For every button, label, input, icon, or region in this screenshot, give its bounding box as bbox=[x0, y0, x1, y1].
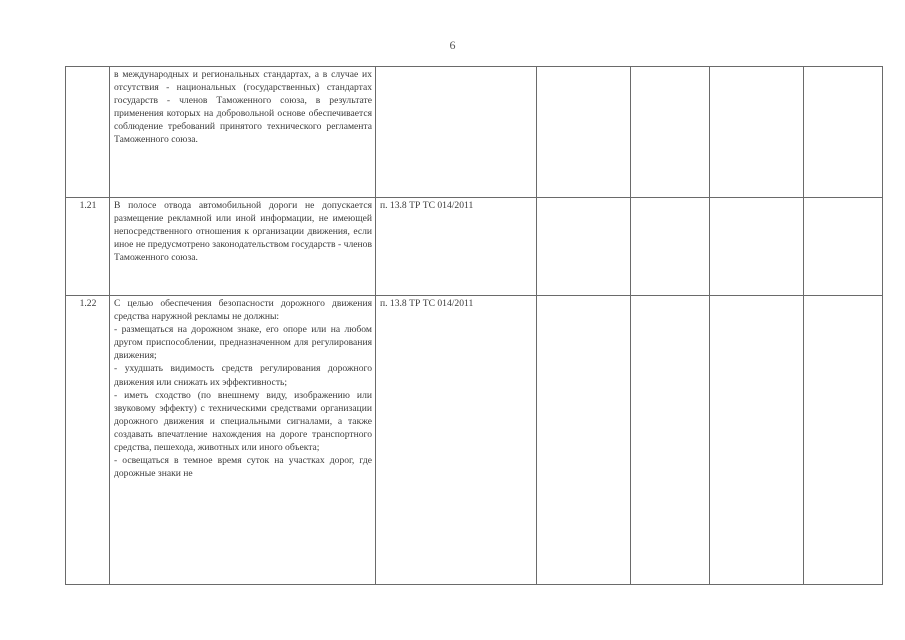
item-number-cell bbox=[66, 67, 110, 198]
empty-cell bbox=[537, 296, 631, 585]
requirement-text-cell bbox=[110, 67, 376, 198]
requirement-paragraph: в международных и региональных стандартах, а в случае их отсутствия - национальных (государственных) стандартах государств - членов Таможенного союза, в результате применения которых на добровольной основе обеспечивается соблюдение требований принятого технического регламента Таможенного союза. bbox=[114, 69, 372, 146]
requirement-text-cell bbox=[110, 198, 376, 296]
requirement-paragraph: - освещаться в темное время суток на участках дорог, где дорожные знаки не bbox=[114, 455, 372, 480]
empty-cell bbox=[631, 67, 710, 198]
table-row bbox=[66, 198, 883, 296]
empty-cell bbox=[804, 198, 883, 296]
empty-cell bbox=[710, 198, 804, 296]
empty-cell bbox=[804, 67, 883, 198]
requirement-paragraph: В полосе отвода автомобильной дороги не допускается размещение рекламной или иной информации, не имеющей непосредственного отношения к организации движения, если иное не предусмотрено законодательством государств - членов Таможенного союза. bbox=[114, 200, 372, 264]
reference-cell bbox=[376, 67, 537, 198]
table-row bbox=[66, 296, 883, 585]
table-row bbox=[66, 67, 883, 198]
requirement-paragraph: С целью обеспечения безопасности дорожного движения средства наружной рекламы не должны: bbox=[114, 298, 372, 323]
empty-cell bbox=[804, 296, 883, 585]
reference-cell: п. 13.8 ТР ТС 014/2011 bbox=[376, 198, 537, 296]
requirement-paragraph: - размещаться на дорожном знаке, его опоре или на любом другом приспособлении, предназначенном для регулирования движения; bbox=[114, 324, 372, 362]
empty-cell bbox=[631, 198, 710, 296]
requirement-text-cell bbox=[110, 296, 376, 585]
item-number-cell: 1.21 bbox=[66, 198, 110, 296]
requirement-paragraph: - ухудшать видимость средств регулирования дорожного движения или снижать их эффективность; bbox=[114, 363, 372, 388]
reference-cell: п. 13.8 ТР ТС 014/2011 bbox=[376, 296, 537, 585]
requirement-paragraph: - иметь сходство (по внешнему виду, изображению или звуковому эффекту) с техническими средствами организации дорожного движения и специальными сигналами, а также создавать впечатление нахождения на дороге транспортного средства, пешехода, животных или иного объекта; bbox=[114, 389, 372, 454]
item-number-cell: 1.22 bbox=[66, 296, 110, 585]
page-number: 6 bbox=[449, 38, 456, 52]
empty-cell bbox=[710, 296, 804, 585]
empty-cell bbox=[537, 198, 631, 296]
empty-cell bbox=[537, 67, 631, 198]
requirements-table bbox=[65, 66, 883, 585]
empty-cell bbox=[710, 67, 804, 198]
empty-cell bbox=[631, 296, 710, 585]
